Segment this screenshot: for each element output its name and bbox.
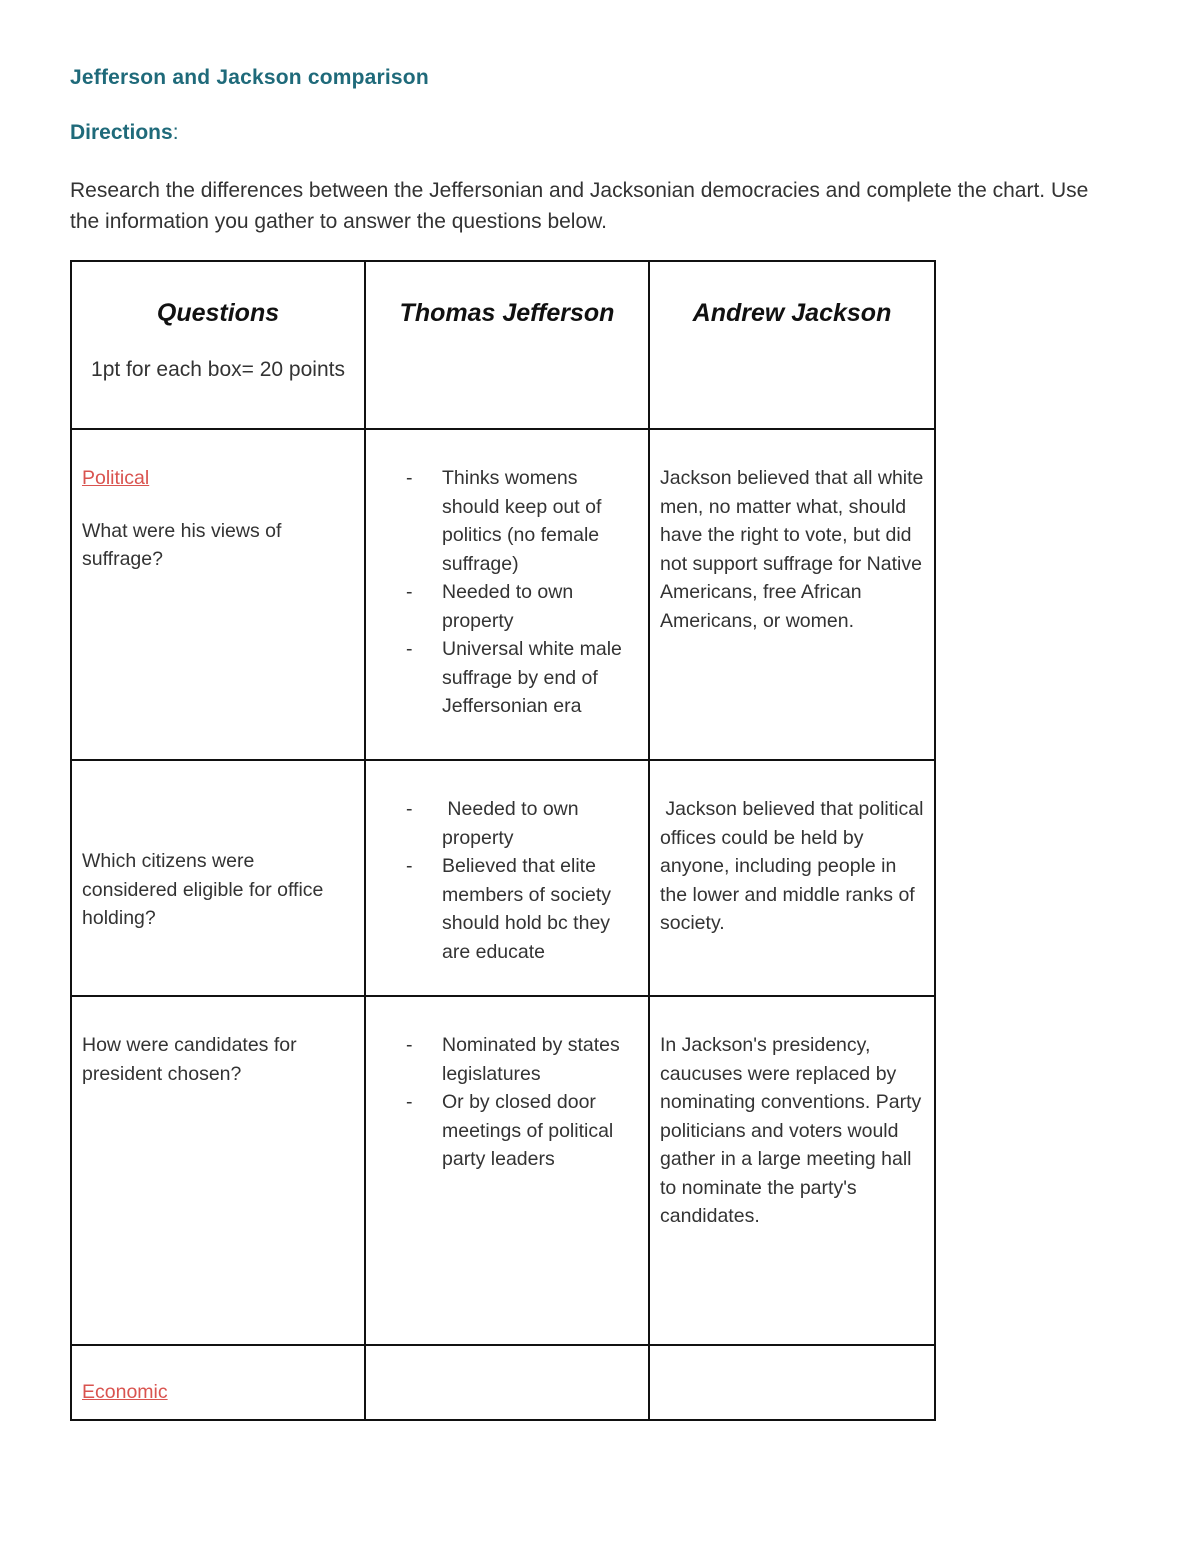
header-questions: Questions	[156, 299, 280, 327]
header-jefferson-cell	[365, 261, 649, 429]
table-header-row	[71, 261, 935, 429]
comparison-table	[70, 260, 936, 1421]
category-political: Political	[82, 467, 150, 489]
directions-text: Research the differences between the Jeffersonian and Jacksonian democracies and complete the chart. Use the information you gather to answer the questions below.	[70, 179, 1089, 233]
header-jefferson: Thomas Jefferson	[399, 299, 615, 327]
list-item: - Needed to own property	[406, 795, 638, 852]
question-cell	[71, 996, 365, 1345]
jackson-answer-cell	[649, 1345, 935, 1420]
points-note: 1pt for each box= 20 points	[91, 358, 345, 381]
header-jackson-cell	[649, 261, 935, 429]
list-item: - Nominated by states legislatures	[406, 1031, 638, 1088]
list-item: - Universal white male suffrage by end of Jeffersonian era	[406, 635, 638, 721]
document-title: Jefferson and Jackson comparison	[70, 66, 429, 89]
list-item: - Thinks womens should keep out of politics (no female suffrage)	[406, 464, 638, 578]
jackson-answer-cell	[649, 996, 935, 1345]
jefferson-answer-cell	[365, 996, 649, 1345]
header-jackson: Andrew Jackson	[692, 299, 892, 327]
jefferson-answer-list	[406, 795, 638, 966]
jefferson-answer-list	[406, 1031, 638, 1174]
header-questions-cell	[71, 261, 365, 429]
list-item: - Believed that elite members of society should hold bc they are educate	[406, 852, 638, 966]
table-row	[71, 1345, 935, 1420]
table-row	[71, 996, 935, 1345]
jefferson-answer-cell	[365, 760, 649, 996]
jackson-answer-text: Jackson believed that all white men, no matter what, should have the right to vote, but did not support suffrage for Native Americans, free African Americans, or women.	[660, 467, 924, 632]
table-row	[71, 760, 935, 996]
jefferson-answer-cell	[365, 429, 649, 760]
directions-label: Directions	[70, 121, 173, 144]
directions-heading	[70, 121, 179, 145]
list-item: - Needed to own property	[406, 578, 638, 635]
jackson-answer-cell	[649, 760, 935, 996]
category-economic: Economic	[82, 1381, 168, 1403]
table-row	[71, 429, 935, 760]
jefferson-answer-cell	[365, 1345, 649, 1420]
jefferson-answer-list	[406, 464, 638, 721]
question-text: How were candidates for president chosen?	[82, 1034, 297, 1085]
list-item: - Or by closed door meetings of political party leaders	[406, 1088, 638, 1174]
jackson-answer-text: In Jackson's presidency, caucuses were replaced by nominating conventions. Party politicians and voters would gather in a large meeting hall to nominate the party's candidates.	[660, 1034, 922, 1227]
question-cell	[71, 429, 365, 760]
question-text: What were his views of suffrage?	[82, 519, 282, 570]
directions-colon: :	[172, 121, 179, 144]
question-cell	[71, 760, 365, 996]
jackson-answer-text: Jackson believed that political offices could be held by anyone, including people in the lower and middle ranks of society.	[660, 798, 929, 934]
jackson-answer-cell	[649, 429, 935, 760]
question-cell	[71, 1345, 365, 1420]
question-text: Which citizens were considered eligible for office holding?	[82, 850, 324, 929]
